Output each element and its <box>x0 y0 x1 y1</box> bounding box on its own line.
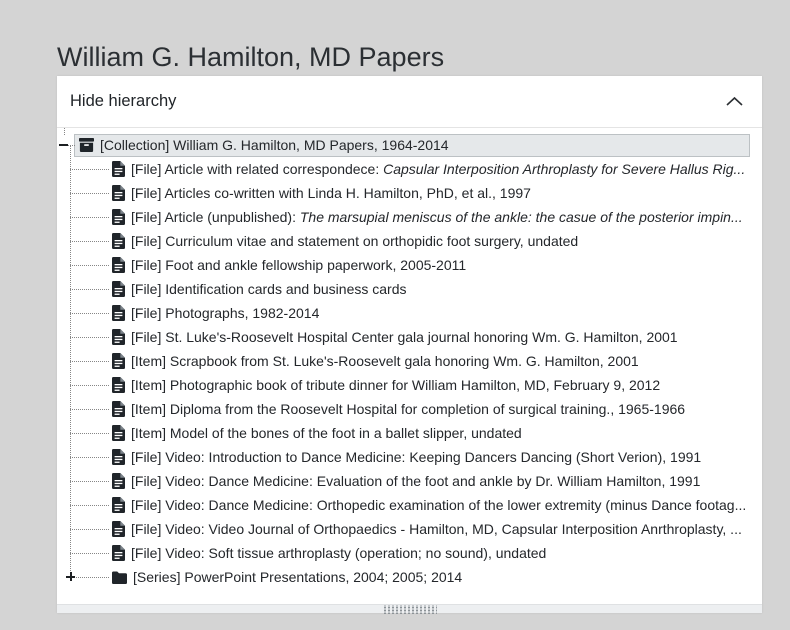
node-box <box>112 205 747 229</box>
tree-node-item[interactable] <box>57 349 756 373</box>
file-icon <box>112 545 125 561</box>
hide-hierarchy-label: Hide hierarchy <box>70 92 177 110</box>
node-label: [File] Article (unpublished): The marsupial meniscus of the ankle: the casue of the posterior impin... <box>131 209 743 225</box>
tree-node-file[interactable] <box>57 205 756 229</box>
file-icon <box>112 281 125 297</box>
hierarchy-tree <box>57 128 762 604</box>
expander-plus[interactable] <box>66 572 75 581</box>
tree-node-file[interactable] <box>57 277 756 301</box>
node-label: [File] Curriculum vitae and statement on orthopidic foot surgery, undated <box>131 233 579 249</box>
node-label: [File] Video: Dance Medicine: Orthopedic examination of the lower extremity (minus Dance footag... <box>131 497 747 513</box>
node-label: [File] Video: Dance Medicine: Evaluation of the foot and ankle by Dr. William Hamilton, 1991 <box>131 473 701 489</box>
node-label: [Collection] William G. Hamilton, MD Papers, 1964-2014 <box>100 137 449 153</box>
node-box <box>112 421 526 445</box>
node-box <box>112 469 704 493</box>
file-icon <box>112 209 125 225</box>
hide-hierarchy-toggle[interactable] <box>57 76 762 128</box>
node-box <box>112 493 750 517</box>
page-title: William G. Hamilton, MD Papers <box>57 42 445 73</box>
node-box <box>112 565 466 589</box>
node-box <box>112 349 643 373</box>
tree-node-file[interactable] <box>57 469 756 493</box>
node-box <box>112 157 749 181</box>
chevron-up-icon <box>725 96 744 107</box>
tree-node-file[interactable] <box>57 325 756 349</box>
file-icon <box>112 257 125 273</box>
file-icon <box>112 521 125 537</box>
tree-node-file[interactable] <box>57 517 756 541</box>
node-label: [File] Video: Soft tissue arthroplasty (operation; no sound), undated <box>131 545 547 561</box>
node-label: [Item] Scrapbook from St. Luke's-Roosevelt gala honoring Wm. G. Hamilton, 2001 <box>131 353 639 369</box>
node-box <box>112 517 746 541</box>
archive-icon <box>79 138 94 152</box>
file-icon <box>112 161 125 177</box>
node-label: [File] Article with related correspondece: Capsular Interposition Arthroplasty for Severe Hallus Rig... <box>131 161 746 177</box>
hierarchy-panel <box>57 76 762 613</box>
node-label: [File] Identification cards and business cards <box>131 281 407 297</box>
tree-node-file[interactable] <box>57 301 756 325</box>
file-icon <box>112 185 125 201</box>
node-label: [Item] Diploma from the Roosevelt Hospital for completion of surgical training., 1965-1966 <box>131 401 686 417</box>
file-icon <box>112 329 125 345</box>
file-icon <box>112 473 125 489</box>
node-label: [File] Video: Introduction to Dance Medicine: Keeping Dancers Dancing (Short Verion), 1991 <box>131 449 702 465</box>
resize-bar <box>57 604 762 613</box>
node-label: [File] Articles co-written with Linda H. Hamilton, PhD, et al., 1997 <box>131 185 531 201</box>
node-box <box>112 445 705 469</box>
node-label: [Item] Model of the bones of the foot in a ballet slipper, undated <box>131 425 522 441</box>
folder-icon <box>112 571 127 584</box>
tree-node-file[interactable] <box>57 181 756 205</box>
node-box <box>112 277 410 301</box>
node-box <box>112 541 550 565</box>
file-icon <box>112 305 125 321</box>
tree-node-file[interactable] <box>57 541 756 565</box>
node-label: [File] St. Luke's-Roosevelt Hospital Center gala journal honoring Wm. G. Hamilton, 2001 <box>131 329 678 345</box>
file-icon <box>112 425 125 441</box>
tree-node-file[interactable] <box>57 229 756 253</box>
resize-grip[interactable] <box>383 605 437 614</box>
node-box <box>112 397 689 421</box>
tree-node-file[interactable] <box>57 445 756 469</box>
node-box <box>74 134 750 157</box>
tree-node-item[interactable] <box>57 421 756 445</box>
tree-node-item[interactable] <box>57 397 756 421</box>
node-label: [File] Foot and ankle fellowship paperwork, 2005-2011 <box>131 257 467 273</box>
tree-node-item[interactable] <box>57 373 756 397</box>
node-box <box>112 253 470 277</box>
node-label: [File] Video: Video Journal of Orthopaedics - Hamilton, MD, Capsular Interposition Anrthroplasty, ... <box>131 521 742 537</box>
file-icon <box>112 353 125 369</box>
node-box <box>112 229 582 253</box>
node-label: [Series] PowerPoint Presentations, 2004; 2005; 2014 <box>133 569 463 585</box>
file-icon <box>112 449 125 465</box>
node-box <box>112 325 682 349</box>
tree-node-file[interactable] <box>57 253 756 277</box>
tree-node-file[interactable] <box>57 157 756 181</box>
file-icon <box>112 377 125 393</box>
file-icon <box>112 233 125 249</box>
file-icon <box>112 497 125 513</box>
tree-node-series[interactable] <box>57 565 756 589</box>
node-label: [Item] Photographic book of tribute dinner for William Hamilton, MD, February 9, 2012 <box>131 377 661 393</box>
node-label: [File] Photographs, 1982-2014 <box>131 305 320 321</box>
node-box <box>112 301 323 325</box>
node-box <box>112 181 535 205</box>
tree-node-collection[interactable] <box>57 133 756 157</box>
node-box <box>112 373 664 397</box>
file-icon <box>112 401 125 417</box>
tree-node-file[interactable] <box>57 493 756 517</box>
expander-minus[interactable] <box>59 144 68 146</box>
